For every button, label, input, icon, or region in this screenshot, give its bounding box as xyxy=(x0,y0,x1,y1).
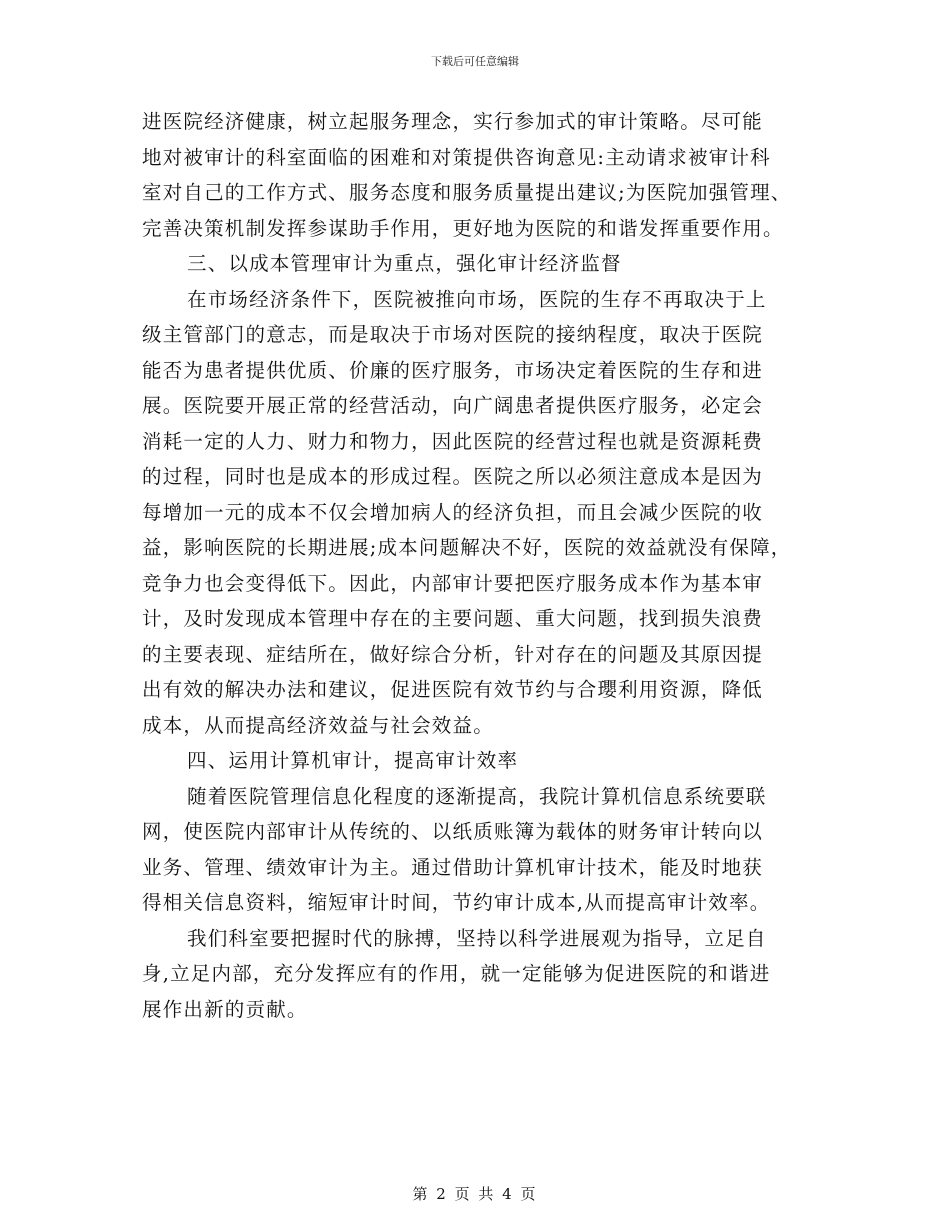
section-heading: 四、运用计算机审计，提高审计效率 xyxy=(187,749,519,772)
body-line: 成本，从而提高经济效益与社会效益。 xyxy=(142,713,494,737)
body-line: 身,立足内部，充分发挥应有的作用，就一定能够为促进医院的和谐进 xyxy=(142,962,771,985)
body-line: 展。医院要开展正常的经营活动，向广阔患者提供医疗服务，必定会 xyxy=(142,394,764,417)
body-line: 随着医院管理信息化程度的逐渐提高，我院计算机信息系统要联 xyxy=(187,784,767,808)
body-line: 进医院经济健康，树立起服务理念，实行参加式的审计策略。尽可能 xyxy=(142,110,764,133)
document-body xyxy=(142,104,818,1027)
body-line: 业务、管理、绩效审计为主。通过借助计算机审计技术，能及时地获 xyxy=(142,855,764,879)
body-line: 我们科室要把握时代的脉搏，坚持以科学进展观为指导，立足自 xyxy=(187,926,767,950)
body-line: 室对自己的工作方式、服务态度和服务质量提出建议;为医院加强管理、 xyxy=(142,181,792,204)
body-line: 计，及时发现成本管理中存在的主要问题、重大问题，找到损失浪费 xyxy=(142,607,764,630)
body-line: 竞争力也会变得低下。因此，内部审计要把医疗服务成本作为基本审 xyxy=(142,571,764,595)
body-line: 消耗一定的人力、财力和物力，因此医院的经营过程也就是资源耗费 xyxy=(142,429,764,453)
section-heading: 三、以成本管理审计为重点，强化审计经济监督 xyxy=(187,252,622,275)
body-line: 展作出新的贡献。 xyxy=(142,997,308,1021)
page-footer: 第 2 页 共 4 页 xyxy=(412,1185,538,1203)
body-line: 网，使医院内部审计从传统的、以纸质账簿为载体的财务审计转向以 xyxy=(142,820,764,843)
body-line: 的过程，同时也是成本的形成过程。医院之所以必须注意成本是因为 xyxy=(142,465,764,488)
body-line: 级主管部门的意志，而是取决于市场对医院的接纳程度，取决于医院 xyxy=(142,323,764,346)
body-line: 在市场经济条件下，医院被推向市场，医院的生存不再取决于上 xyxy=(187,287,767,311)
body-line: 的主要表现、症结所在，做好综合分析，针对存在的问题及其原因提 xyxy=(142,642,764,666)
body-line: 能否为患者提供优质、价廉的医疗服务，市场决定着医院的生存和进 xyxy=(142,358,764,382)
body-line: 地对被审计的科室面临的困难和对策提供咨询意见:主动请求被审计科 xyxy=(142,145,771,169)
page-header: 下载后可任意编辑 xyxy=(431,55,519,68)
body-line: 得相关信息资料，缩短审计时间，节约审计成本,从而提高审计效率。 xyxy=(142,891,771,914)
body-line: 每增加一元的成本不仅会增加病人的经济负担，而且会减少医院的收 xyxy=(142,500,764,524)
body-line: 出有效的解决办法和建议，促进医院有效节约与合瓔利用资源，降低 xyxy=(142,678,764,701)
body-line: 完善决策机制发挥参谋助手作用，更好地为医院的和谐发挥重要作用。 xyxy=(142,216,784,240)
body-line: 益，影响医院的长期进展;成本问题解决不好，医院的效益就没有保障， xyxy=(142,536,792,559)
